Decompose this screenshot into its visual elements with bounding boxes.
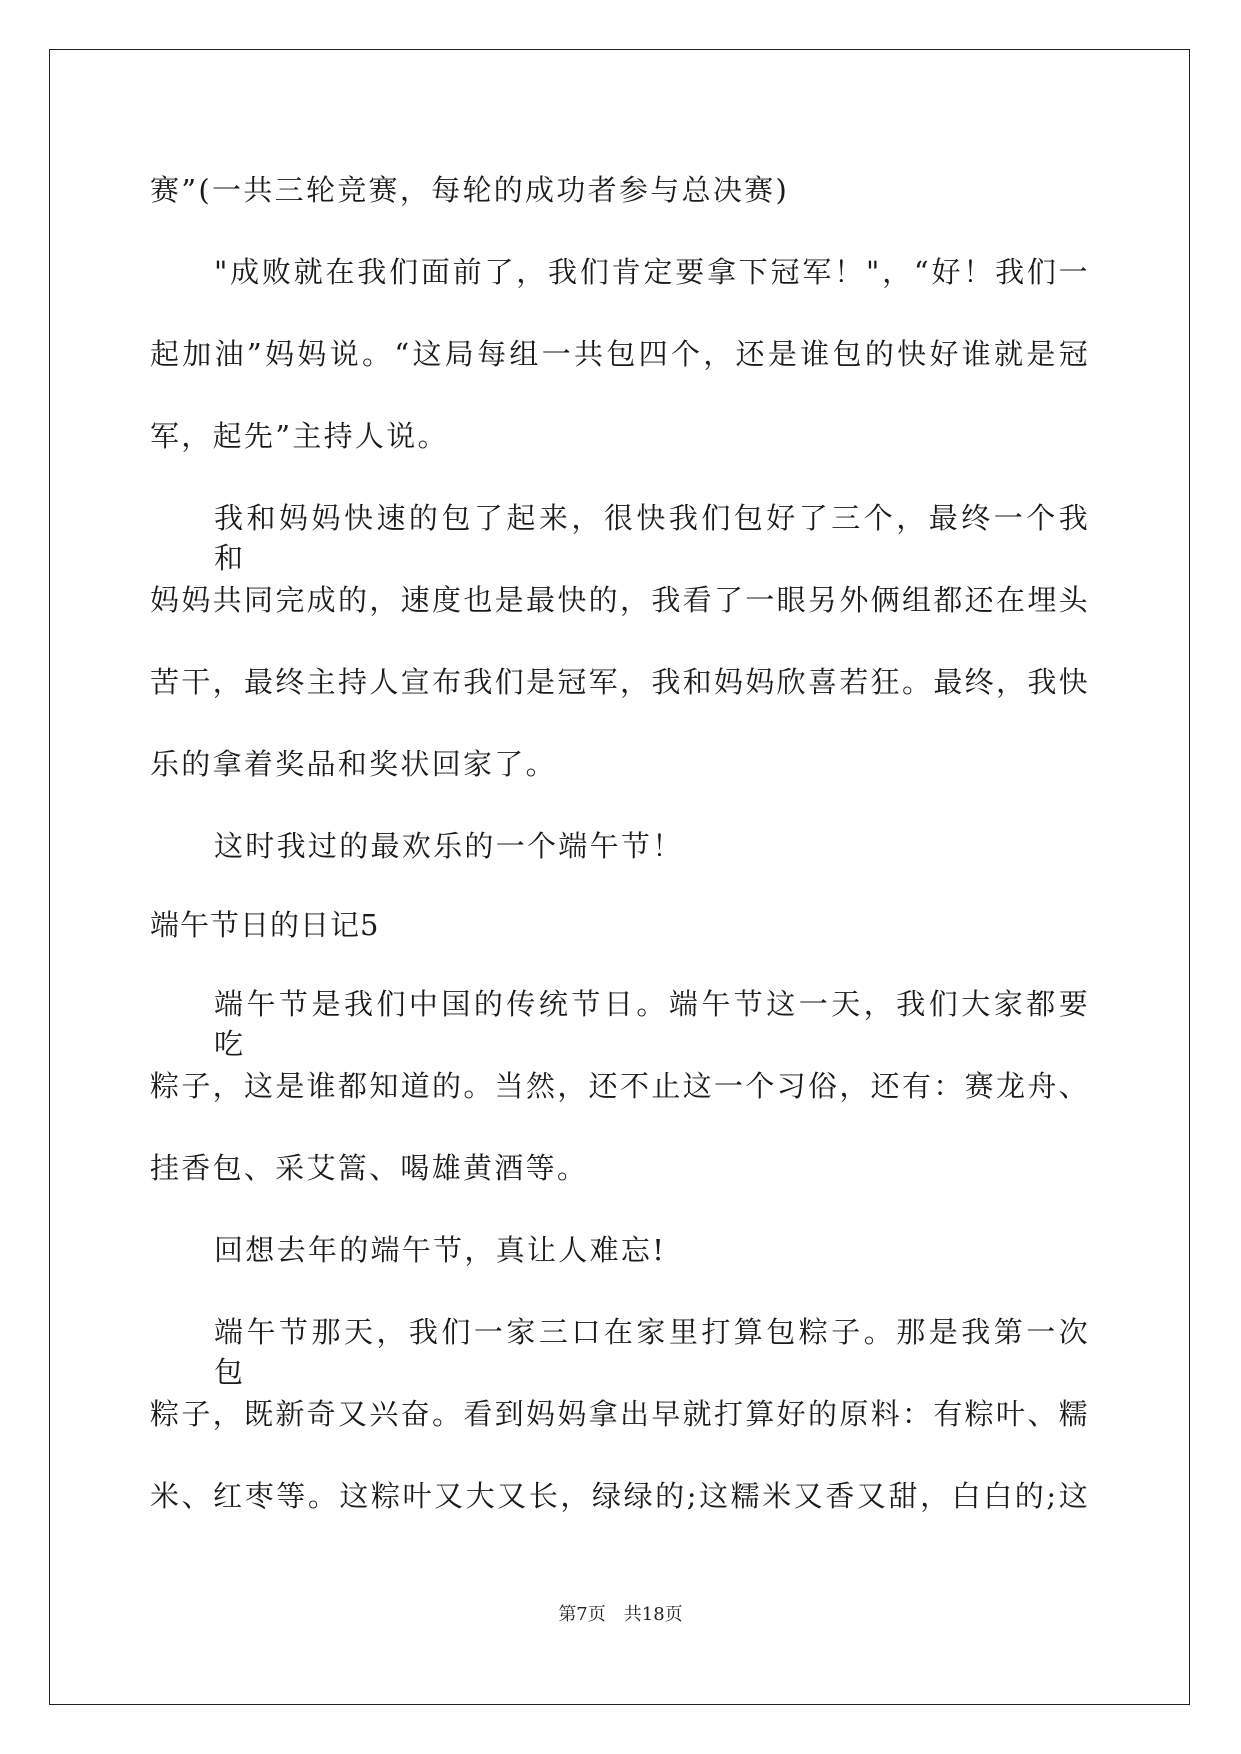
- page-number: 第7页: [558, 1604, 606, 1625]
- paragraph-line: "成败就在我们面前了，我们肯定要拿下冠军！"，“好！我们一: [214, 255, 1090, 289]
- text-line: 米、红枣等。这粽叶又大又长，绿绿的;这糯米又香又甜，白白的;这: [150, 1479, 1090, 1513]
- paragraph-line: 我和妈妈快速的包了起来，很快我们包好了三个，最终一个我和: [214, 501, 1090, 575]
- text-line: 苦干，最终主持人宣布我们是冠军，我和妈妈欣喜若狂。最终，我快: [150, 665, 1090, 699]
- text-line: 乐的拿着奖品和奖状回家了。: [150, 747, 557, 781]
- text-line: 挂香包、采艾篙、喝雄黄酒等。: [150, 1151, 589, 1185]
- text-line: 妈妈共同完成的，速度也是最快的，我看了一眼另外俩组都还在埋头: [150, 583, 1090, 617]
- paragraph-line: 端午节是我们中国的传统节日。端午节这一天，我们大家都要吃: [214, 987, 1090, 1061]
- text-line: 粽子，既新奇又兴奋。看到妈妈拿出早就打算好的原料：有粽叶、糯: [150, 1397, 1090, 1431]
- paragraph-line: 端午节那天，我们一家三口在家里打算包粽子。那是我第一次包: [214, 1315, 1090, 1389]
- text-line: 军，起先”主持人说。: [150, 419, 449, 453]
- text-line: 粽子，这是谁都知道的。当然，还不止这一个习俗，还有：赛龙舟、: [150, 1069, 1090, 1103]
- paragraph-line: 这时我过的最欢乐的一个端午节！: [214, 829, 684, 863]
- page-footer: [0, 1600, 1241, 1626]
- page-total: 共18页: [623, 1604, 683, 1625]
- section-heading: 端午节日的日记5: [150, 908, 380, 942]
- page-border: [49, 49, 1190, 1705]
- text-line: 赛”(一共三轮竞赛，每轮的成功者参与总决赛): [150, 173, 790, 207]
- paragraph-line: 回想去年的端午节，真让人难忘!: [214, 1233, 667, 1267]
- text-line: 起加油”妈妈说。“这局每组一共包四个，还是谁包的快好谁就是冠: [150, 337, 1090, 371]
